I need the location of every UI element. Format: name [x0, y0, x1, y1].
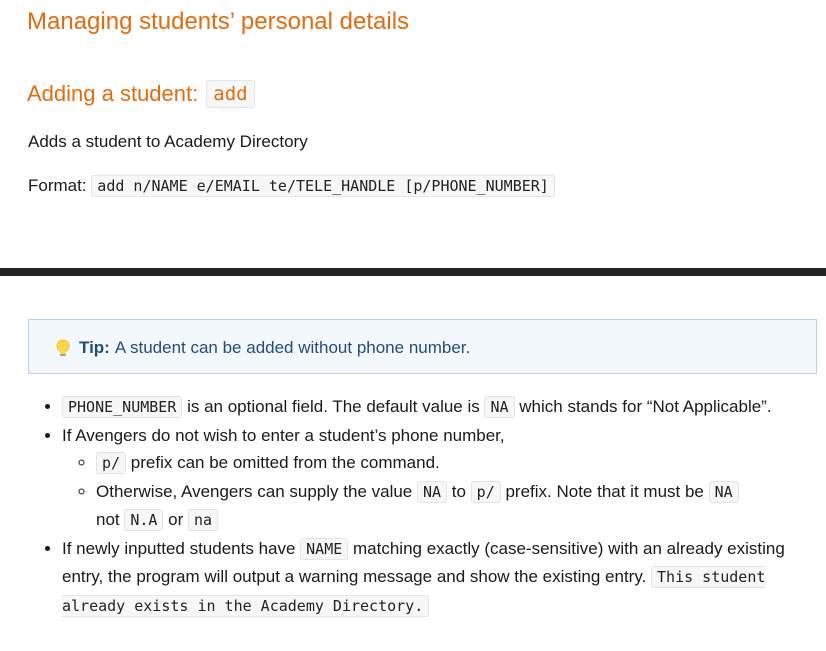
lightbulb-icon — [53, 338, 73, 358]
page-heading: Managing students’ personal details — [27, 8, 410, 35]
inline-code: p/ — [471, 481, 501, 503]
format-line — [28, 176, 555, 196]
format-label: Format: — [28, 176, 87, 195]
list-text: If Avengers do not wish to enter a student’s phone number, — [62, 425, 505, 445]
list-text: prefix can be omitted from the command. — [126, 453, 440, 472]
section-heading — [27, 80, 255, 108]
format-code: add n/NAME e/EMAIL te/TELE_HANDLE [p/PHONE_NUMBER] — [91, 175, 555, 197]
list-text: If newly inputted students have — [62, 538, 301, 558]
inline-code: NA — [484, 396, 514, 418]
list-text: matching exactly (case-sensitive) with an already existing entry, the program will output a warning message and show the existing entry. — [62, 538, 785, 586]
list-text: to — [447, 481, 471, 501]
inline-code: N.A — [124, 509, 163, 531]
tip-box — [28, 319, 817, 374]
warning-message-code: This student already exists in the Academy Directory. — [62, 568, 766, 615]
inline-code: NAME — [300, 538, 348, 560]
list-item — [62, 535, 822, 621]
inline-code: PHONE_NUMBER — [62, 396, 182, 418]
list-item — [62, 393, 822, 422]
list-text: which stands for “Not Applicable”. — [514, 397, 772, 416]
sub-list-item — [96, 449, 822, 478]
tip-text: A student can be added without phone number. — [114, 338, 471, 357]
tip-label: Tip: — [79, 338, 110, 357]
list-text: is an optional field. The default value is — [182, 397, 485, 416]
inline-code: na — [188, 509, 218, 531]
list-text: Otherwise, Avengers can supply the value — [96, 481, 417, 501]
horizontal-rule — [0, 268, 826, 276]
list-text: not — [96, 510, 125, 529]
list-item — [62, 422, 822, 535]
sub-list — [62, 449, 822, 535]
notes-list — [28, 393, 822, 620]
sub-list-item — [96, 478, 822, 535]
section-description: Adds a student to Academy Directory — [28, 132, 308, 151]
command-code: add — [206, 80, 254, 108]
inline-code: NA — [417, 481, 447, 503]
list-text: prefix. Note that it must be — [500, 481, 709, 501]
inline-code: NA — [709, 481, 739, 503]
section-title: Adding a student: — [27, 81, 199, 106]
list-text: or — [163, 510, 189, 529]
inline-code: p/ — [96, 452, 126, 474]
